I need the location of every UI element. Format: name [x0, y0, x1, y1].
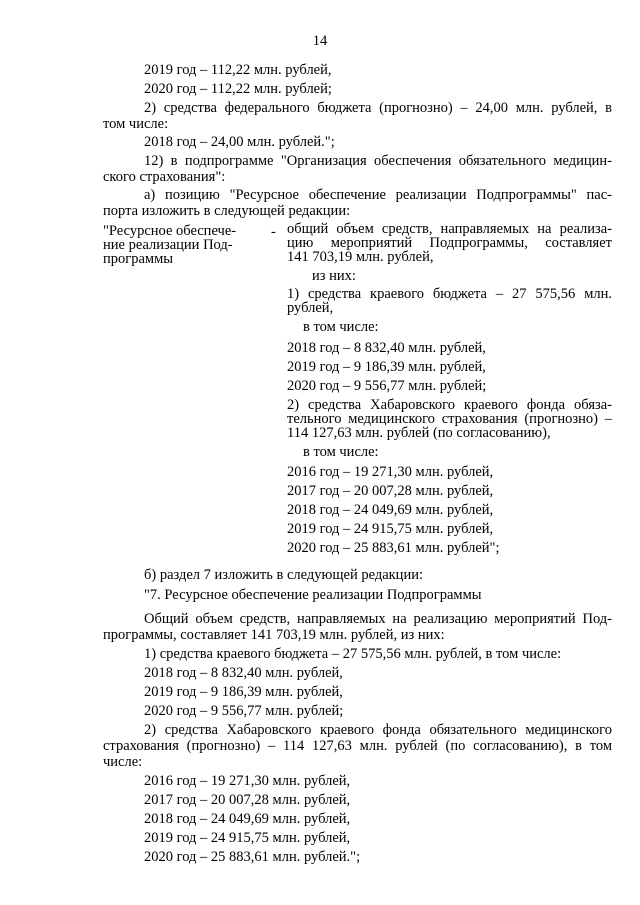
table-left-cell-line: "Ресурсное обеспече- — [103, 223, 237, 239]
paragraph-line: б) раздел 7 изложить в следующей редакции: — [144, 567, 423, 583]
paragraph-line: 2016 год – 19 271,30 млн. рублей, — [144, 773, 351, 789]
table-right-line: 2018 год – 24 049,69 млн. рублей, — [287, 502, 494, 518]
table-right-line: 114 127,63 млн. рублей (по согласованию), — [287, 425, 551, 441]
table-right-line: 2020 год – 9 556,77 млн. рублей; — [287, 378, 487, 394]
table-right-line: в том числе: — [303, 319, 379, 335]
paragraph-line: 2) средства Хабаровского краевого фонда обязательного медицинского — [144, 722, 612, 738]
paragraph-line: а) позицию "Ресурсное обеспечение реализации Подпрограммы" пас- — [144, 187, 612, 203]
table-right-line: 2019 год – 9 186,39 млн. рублей, — [287, 359, 486, 375]
paragraph-line: 2019 год – 9 186,39 млн. рублей, — [144, 684, 343, 700]
paragraph-line: 2018 год – 24 049,69 млн. рублей, — [144, 811, 351, 827]
page-number: 14 — [312, 33, 328, 49]
paragraph-line: порта изложить в следующей редакции: — [103, 203, 351, 219]
table-right-line: 2019 год – 24 915,75 млн. рублей, — [287, 521, 494, 537]
paragraph-line: 2018 год – 8 832,40 млн. рублей, — [144, 665, 343, 681]
paragraph-line: 12) в подпрограмме "Организация обеспечения обязательного медицин- — [144, 153, 612, 169]
paragraph-line: 2) средства федерального бюджета (прогнозно) – 24,00 млн. рублей, в — [144, 100, 612, 116]
paragraph-line: 2020 год – 25 883,61 млн. рублей."; — [144, 849, 361, 865]
paragraph-line: 2020 год – 9 556,77 млн. рублей; — [144, 703, 344, 719]
table-right-line: 1) средства краевого бюджета – 27 575,56 млн. — [287, 286, 612, 302]
table-right-line: общий объем средств, направляемых на реализа- — [287, 221, 612, 237]
paragraph-line: 2019 год – 24 915,75 млн. рублей, — [144, 830, 351, 846]
table-right-line: 2017 год – 20 007,28 млн. рублей, — [287, 483, 494, 499]
paragraph-line: 2020 год – 112,22 млн. рублей; — [144, 81, 332, 97]
table-right-line: в том числе: — [303, 444, 379, 460]
section-heading: "7. Ресурсное обеспечение реализации Подпрограммы — [144, 587, 482, 603]
paragraph-line: ского страхования": — [103, 169, 226, 185]
paragraph-line: Общий объем средств, направляемых на реализацию мероприятий Под- — [144, 611, 612, 627]
table-right-line: 2) средства Хабаровского краевого фонда обяза- — [287, 397, 612, 413]
table-dash: - — [271, 224, 276, 240]
paragraph-line: том числе: — [103, 116, 169, 132]
paragraph-line: программы, составляет 141 703,19 млн. рублей, из них: — [103, 627, 445, 643]
table-right-line: рублей, — [287, 300, 334, 316]
paragraph-line: 2018 год – 24,00 млн. рублей."; — [144, 134, 335, 150]
table-right-line: 2018 год – 8 832,40 млн. рублей, — [287, 340, 486, 356]
paragraph-line: страхования (прогнозно) – 114 127,63 млн. рублей (по согласованию), в том — [103, 738, 612, 754]
table-left-cell-line: ние реализации Под- — [103, 237, 233, 253]
table-right-line: из них: — [312, 268, 356, 284]
paragraph-line: 2017 год – 20 007,28 млн. рублей, — [144, 792, 351, 808]
table-right-line: цию мероприятий Подпрограммы, составляет — [287, 235, 612, 251]
paragraph-line: 2019 год – 112,22 млн. рублей, — [144, 62, 332, 78]
table-right-line: тельного медицинского страхования (прогнозно) – — [287, 411, 612, 427]
table-left-cell-line: программы — [103, 251, 173, 267]
table-right-line: 2016 год – 19 271,30 млн. рублей, — [287, 464, 494, 480]
table-right-line: 2020 год – 25 883,61 млн. рублей"; — [287, 540, 500, 556]
paragraph-line: числе: — [103, 754, 143, 770]
paragraph-line: 1) средства краевого бюджета – 27 575,56 млн. рублей, в том числе: — [144, 646, 562, 662]
table-right-line: 141 703,19 млн. рублей, — [287, 249, 434, 265]
